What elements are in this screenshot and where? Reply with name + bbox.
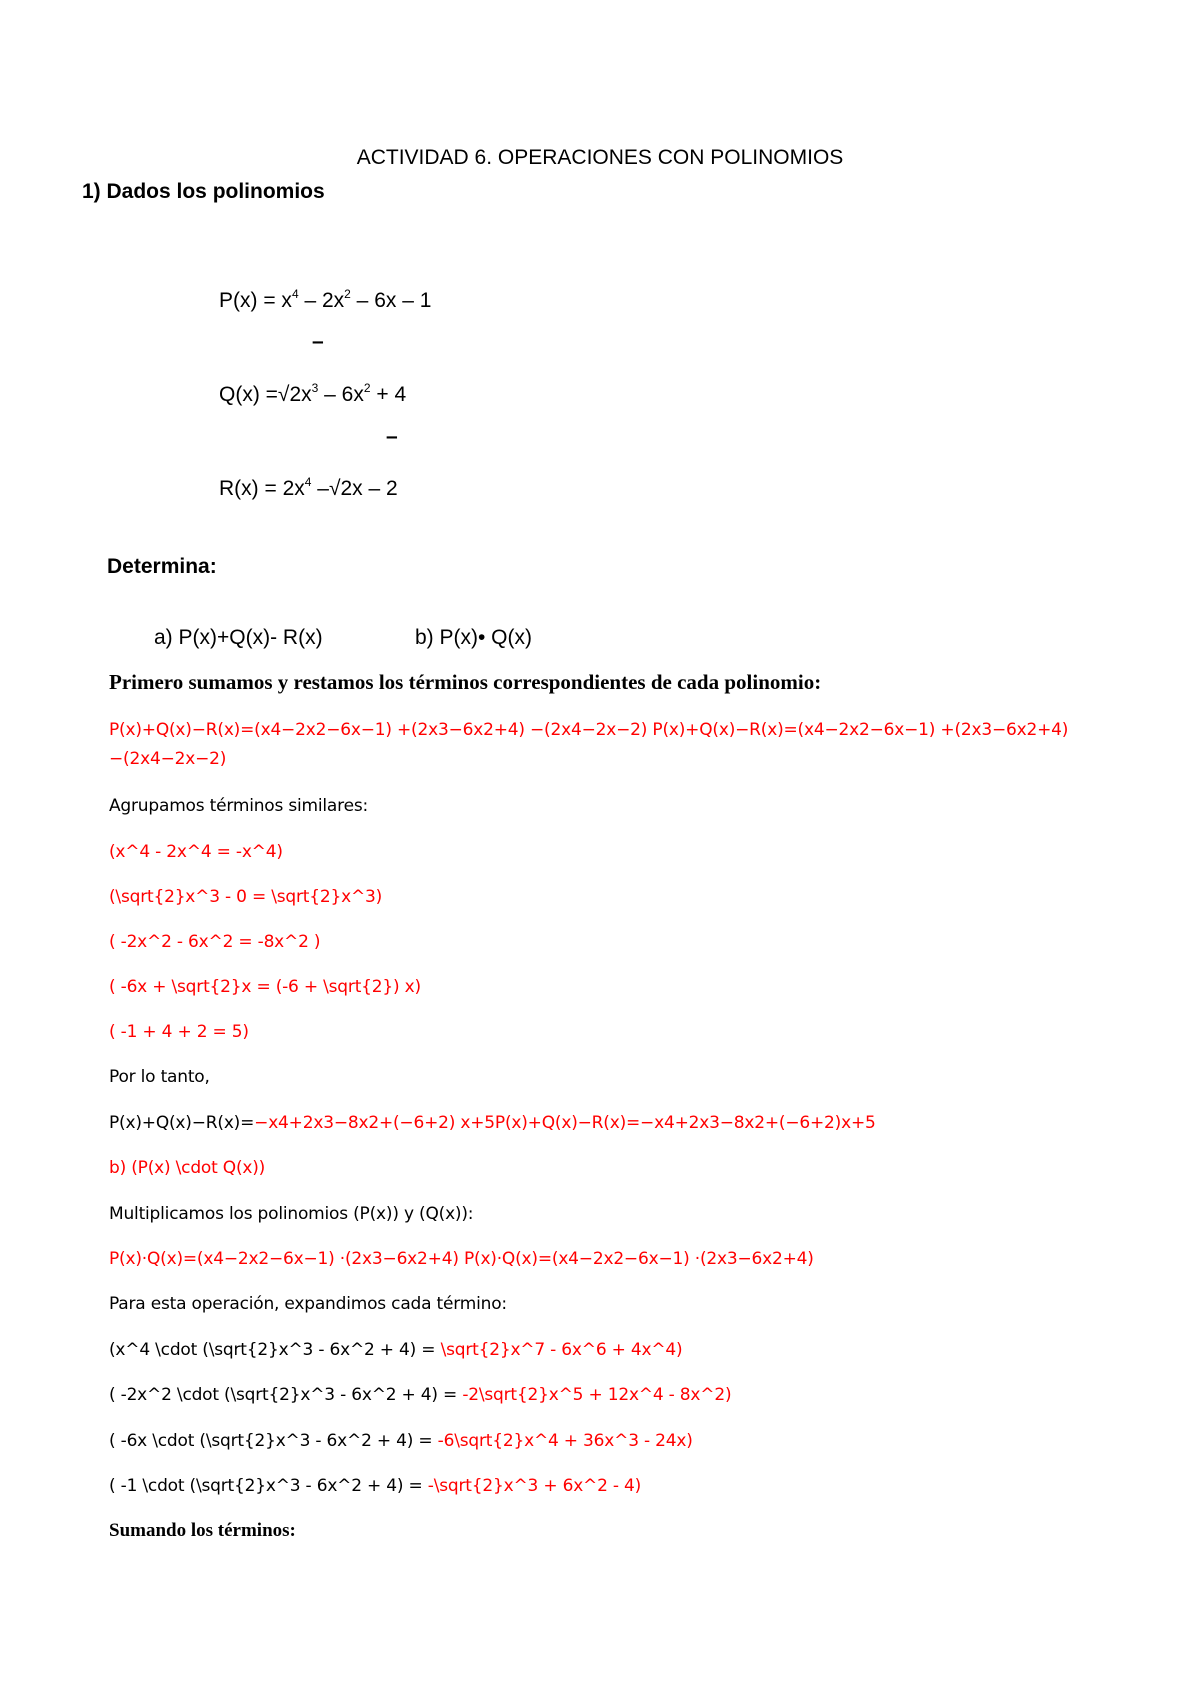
section-heading: 1) Dados los polinomios xyxy=(82,180,325,203)
step1-expression: P(x)+Q(x)−R(x)=(x4−2x2−6x−1) +(2x3−6x2+4) −(2x4−2x−2) P(x)+Q(x)−R(x)=(x4−2x2−6x−1) +(2x3−6x2+4) −(2x4−2x−2) xyxy=(109,720,1069,769)
polynomial-q: $Q(x) =√2x^3 - 6x^2 + 4$ xyxy=(219,381,407,406)
group-label: Agrupamos términos similares: xyxy=(109,796,369,816)
page-title: ACTIVIDAD 6. OPERACIONES CON POLINOMIOS xyxy=(356,146,844,169)
polynomial-p: $P(x) = x^4 - 2x^2 - 6x - 1$ xyxy=(219,287,432,312)
group-line: ( -1 + 4 + 2 = 5) xyxy=(109,1022,249,1042)
step1-heading: Primero sumamos y restamos los términos correspondientes de cada polinomio: xyxy=(109,670,822,694)
product-expression: P(x)·Q(x)=(x4−2x2−6x−1) ·(2x3−6x2+4) P(x)·Q(x)=(x4−2x2−6x−1) ·(2x3−6x2+4) xyxy=(109,1249,814,1269)
determine-label: Determina: xyxy=(107,555,217,578)
polynomial-r: $R(x) = 2x^4$ –√2x – 2 xyxy=(219,475,398,500)
group-line: ( -2x^2 - 6x^2 = -8x^2 ) xyxy=(109,932,321,952)
part-b-label: b) (P(x) \cdot Q(x)) xyxy=(109,1158,266,1178)
group-line: (x^4 - 2x^4 = -x^4) xyxy=(109,842,283,862)
multiply-label: Multiplicamos los polinomios (P(x)) y (Q(x)): xyxy=(109,1204,474,1224)
expand-line: (x^4 \cdot (\sqrt{2}x^3 - 6x^2 + 4) = \sqrt{2}x^7 - 6x^6 + 4x^4) xyxy=(109,1340,683,1360)
task-a: a) P(x)+Q(x)- R(x) xyxy=(154,626,323,649)
therefore-label: Por lo tanto, xyxy=(109,1067,210,1087)
expand-label: Para esta operación, expandimos cada término: xyxy=(109,1294,507,1314)
group-line: (\sqrt{2}x^3 - 0 = \sqrt{2}x^3) xyxy=(109,887,383,907)
group-line: ( -6x + \sqrt{2}x = (-6 + \sqrt{2}) x) xyxy=(109,977,421,997)
task-b: b) P(x)• Q(x) xyxy=(415,626,533,649)
separator-dash: – xyxy=(386,425,398,448)
expand-line: ( -1 \cdot (\sqrt{2}x^3 - 6x^2 + 4) = -\sqrt{2}x^3 + 6x^2 - 4) xyxy=(109,1476,642,1496)
expand-line: ( -6x \cdot (\sqrt{2}x^3 - 6x^2 + 4) = -6\sqrt{2}x^4 + 36x^3 - 24x) xyxy=(109,1431,693,1451)
expand-line: ( -2x^2 \cdot (\sqrt{2}x^3 - 6x^2 + 4) = -2\sqrt{2}x^5 + 12x^4 - 8x^2) xyxy=(109,1385,732,1405)
summing-label: Sumando los términos: xyxy=(109,1520,296,1541)
result-a: P(x)+Q(x)−R(x)=−x4+2x3−8x2+(−6+2) x+5P(x)+Q(x)−R(x)=−x4+2x3−8x2+(−6+2)x+5 xyxy=(109,1113,876,1133)
separator-dash: – xyxy=(312,330,324,353)
